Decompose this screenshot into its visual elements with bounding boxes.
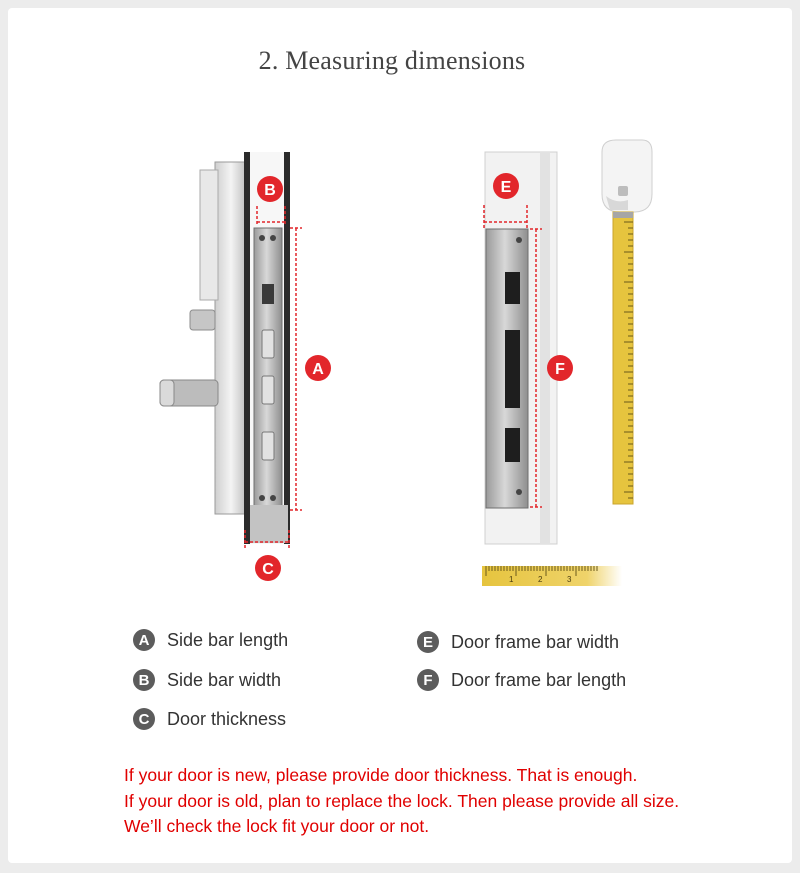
marker-f (547, 355, 573, 381)
legend-label-c: Door thickness (167, 708, 287, 729)
legend-label-a: Side bar length (167, 629, 289, 650)
page-title: 2. Measuring dimensions (258, 46, 526, 75)
legend-item-c (133, 708, 286, 730)
legend-item-a (133, 629, 288, 651)
marker-f-label: F (555, 361, 565, 378)
marker-a-label: A (312, 361, 324, 378)
tape-number-1: 1 (509, 575, 514, 584)
tape-number-2: 2 (538, 575, 543, 584)
note-line-3: We’ll check the lock fit your door or not. (124, 816, 430, 836)
badge-c-icon: C (133, 708, 155, 730)
marker-b-label: B (264, 182, 276, 199)
marker-a (305, 355, 331, 381)
tape-strip-horizontal (482, 566, 622, 586)
legend-label-b: Side bar width (167, 669, 282, 690)
tape-number-3: 3 (567, 575, 572, 584)
badge-f-icon: F (417, 669, 439, 691)
marker-e (493, 173, 519, 199)
legend-item-e (417, 631, 619, 653)
legend-item-b (133, 669, 281, 691)
tape-measure-icon (602, 140, 652, 504)
badge-b-icon: B (133, 669, 155, 691)
door-frame-plate (485, 152, 557, 544)
badge-a-icon: A (133, 629, 155, 651)
marker-c (255, 555, 281, 581)
marker-b (257, 176, 283, 202)
note-line-2: If your door is old, plan to replace the lock. Then please provide all size. (124, 791, 680, 811)
legend-item-f (417, 669, 626, 691)
marker-e-label: E (500, 179, 512, 196)
door-lock-side-view (160, 152, 290, 544)
legend-label-f: Door frame bar length (451, 669, 627, 690)
note-line-1: If your door is new, please provide door thickness. That is enough. (124, 765, 638, 785)
marker-c-label: C (262, 561, 274, 578)
legend-label-e: Door frame bar width (451, 631, 620, 652)
badge-e-icon: E (417, 631, 439, 653)
